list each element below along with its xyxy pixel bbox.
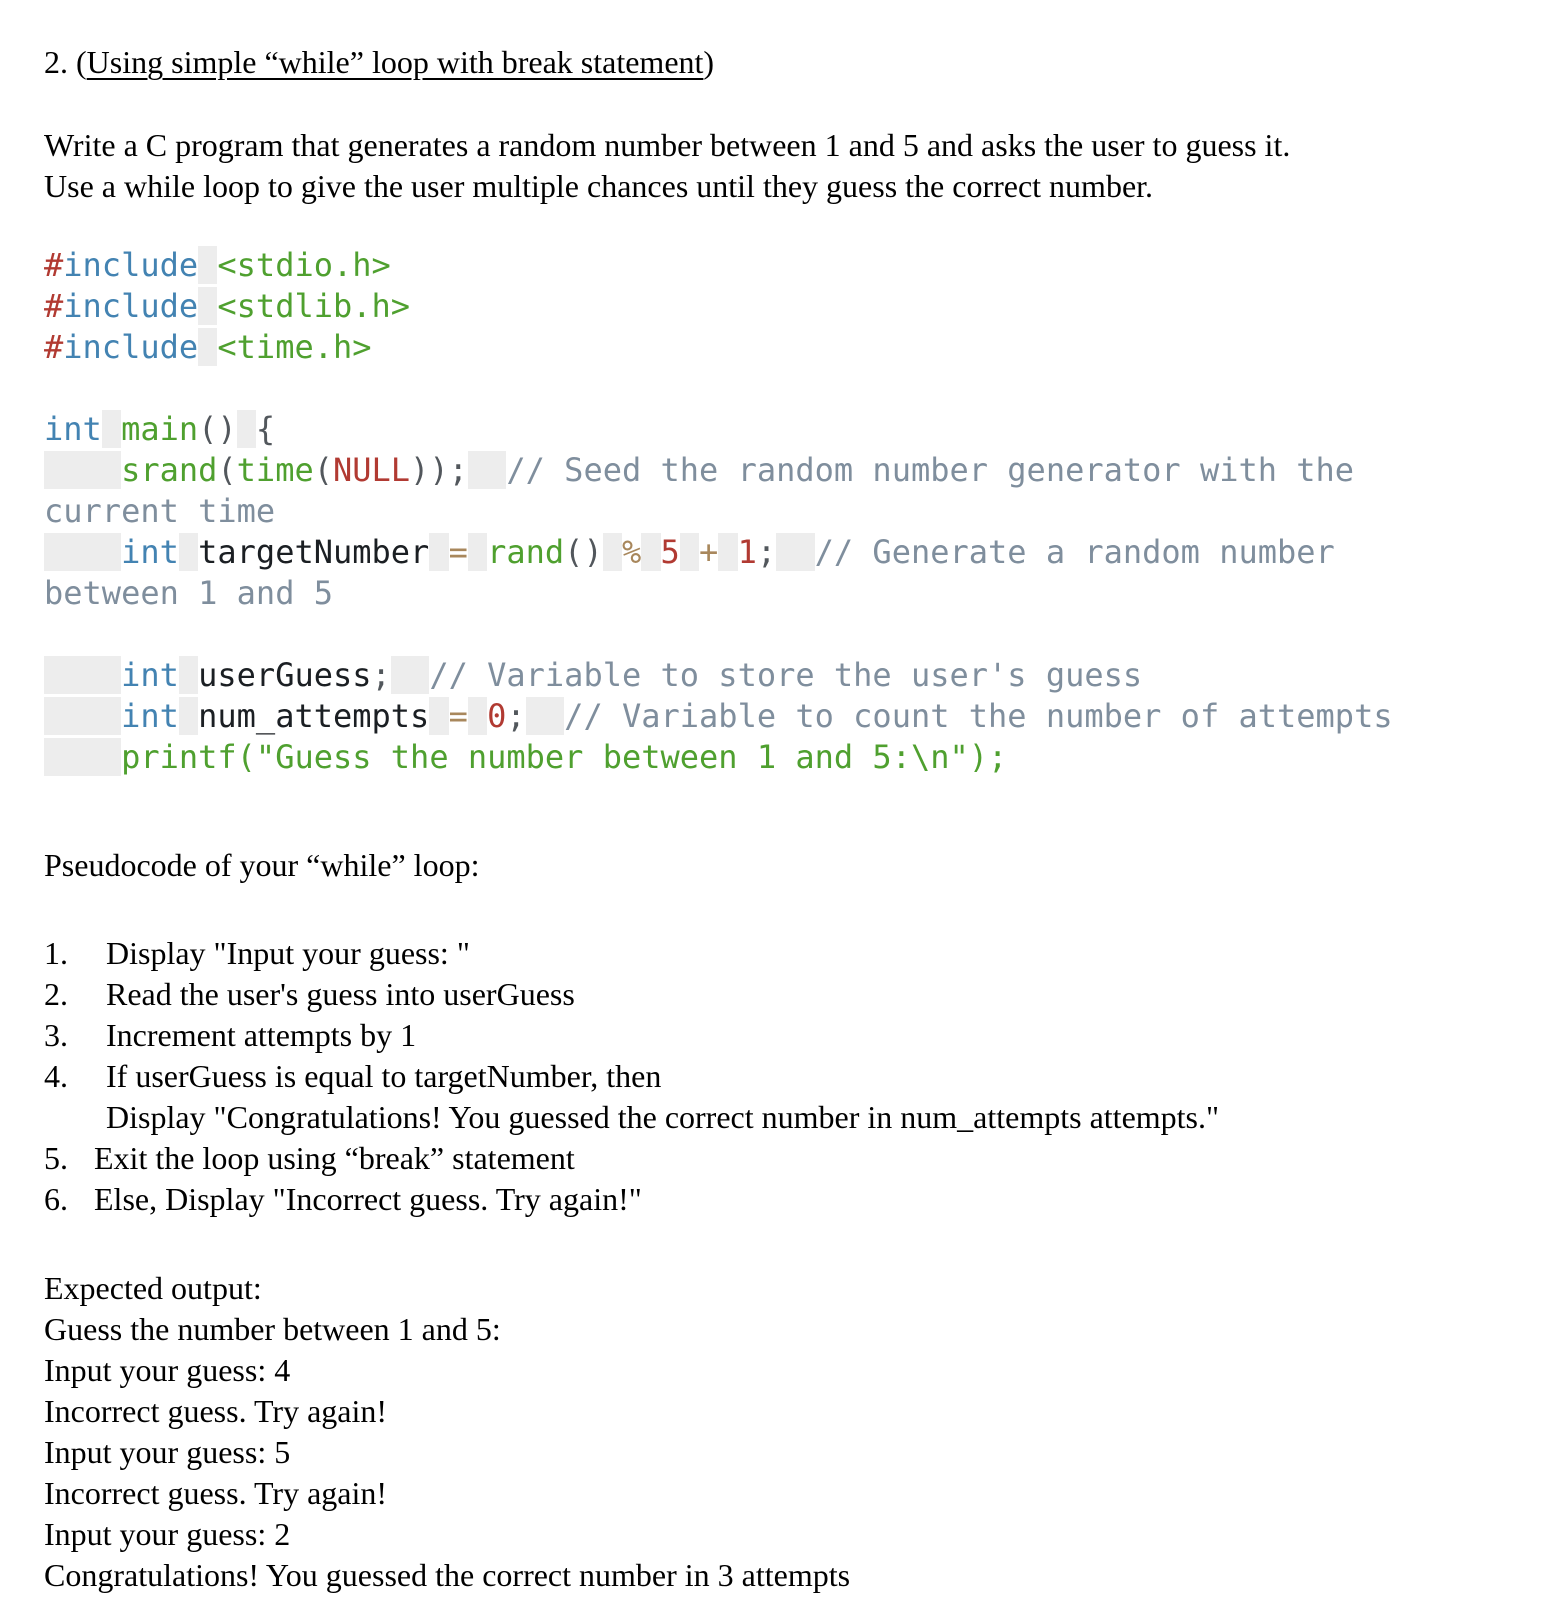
pseudocode-heading: Pseudocode of your “while” loop: bbox=[44, 847, 480, 883]
output-line: Guess the number between 1 and 5: bbox=[44, 1311, 501, 1347]
expected-output-heading: Expected output: bbox=[44, 1270, 262, 1306]
output-line: Incorrect guess. Try again! bbox=[44, 1393, 388, 1429]
title-prefix: 2. ( bbox=[44, 44, 87, 80]
list-marker: 1. bbox=[44, 935, 68, 971]
list-item bbox=[44, 933, 1516, 974]
code-line: printf("Guess the number between 1 and 5:\n"); bbox=[44, 737, 1516, 778]
expected-output-section bbox=[44, 1268, 1516, 1596]
code-line bbox=[44, 614, 1516, 655]
list-item bbox=[44, 1179, 1516, 1220]
list-item-continuation bbox=[44, 1097, 1516, 1138]
code-line: srand(time(NULL)); // Seed the random number generator with the bbox=[44, 450, 1516, 491]
list-item bbox=[44, 1056, 1516, 1097]
list-marker: 5. bbox=[44, 1140, 68, 1176]
list-item-text: Display "Input your guess: " bbox=[106, 935, 470, 971]
code-line: int main() { bbox=[44, 410, 276, 448]
code-line: #include <stdlib.h> bbox=[44, 287, 411, 325]
list-item bbox=[44, 974, 1516, 1015]
intro-paragraph bbox=[44, 125, 1516, 207]
list-marker: 3. bbox=[44, 1017, 68, 1053]
list-item-text: Read the user's guess into userGuess bbox=[106, 976, 575, 1012]
list-marker: 2. bbox=[44, 976, 68, 1012]
list-item-text: Display "Congratulations! You guessed the correct number in num_attempts attempts." bbox=[106, 1099, 1220, 1135]
code-line: #include <stdio.h> bbox=[44, 246, 391, 284]
list-item-text: Else, Display "Incorrect guess. Try again!" bbox=[94, 1181, 642, 1217]
title-suffix: ) bbox=[703, 44, 715, 80]
code-line: int num_attempts = 0; // Variable to count the number of attempts bbox=[44, 696, 1516, 737]
list-item bbox=[44, 1138, 1516, 1179]
code-line: int targetNumber = rand() % 5 + 1; // Generate a random number bbox=[44, 532, 1516, 573]
list-item bbox=[44, 1015, 1516, 1056]
list-marker: 6. bbox=[44, 1181, 68, 1217]
pseudocode-list bbox=[44, 933, 1516, 1220]
exercise-title bbox=[44, 42, 1516, 83]
code-line: current time bbox=[44, 492, 276, 530]
c-code-block bbox=[44, 245, 1516, 778]
output-line: Incorrect guess. Try again! bbox=[44, 1475, 388, 1511]
output-line: Input your guess: 5 bbox=[44, 1434, 291, 1470]
code-line: int userGuess; // Variable to store the user's guess bbox=[44, 655, 1516, 696]
code-line bbox=[44, 368, 1516, 409]
code-line: between 1 and 5 bbox=[44, 574, 333, 612]
intro-line-2: Use a while loop to give the user multiple chances until they guess the correct number. bbox=[44, 168, 1154, 204]
output-line: Input your guess: 2 bbox=[44, 1516, 291, 1552]
list-marker: 4. bbox=[44, 1058, 68, 1094]
output-line: Input your guess: 4 bbox=[44, 1352, 291, 1388]
list-item-text: Increment attempts by 1 bbox=[106, 1017, 417, 1053]
output-line: Congratulations! You guessed the correct number in 3 attempts bbox=[44, 1557, 851, 1593]
title-underlined-text: Using simple “while” loop with break statement bbox=[86, 44, 704, 80]
intro-line-1: Write a C program that generates a random number between 1 and 5 and asks the user to guess it. bbox=[44, 127, 1291, 163]
code-line: #include <time.h> bbox=[44, 328, 372, 366]
list-item-text: If userGuess is equal to targetNumber, then bbox=[106, 1058, 662, 1094]
list-item-text: Exit the loop using “break” statement bbox=[94, 1140, 575, 1176]
